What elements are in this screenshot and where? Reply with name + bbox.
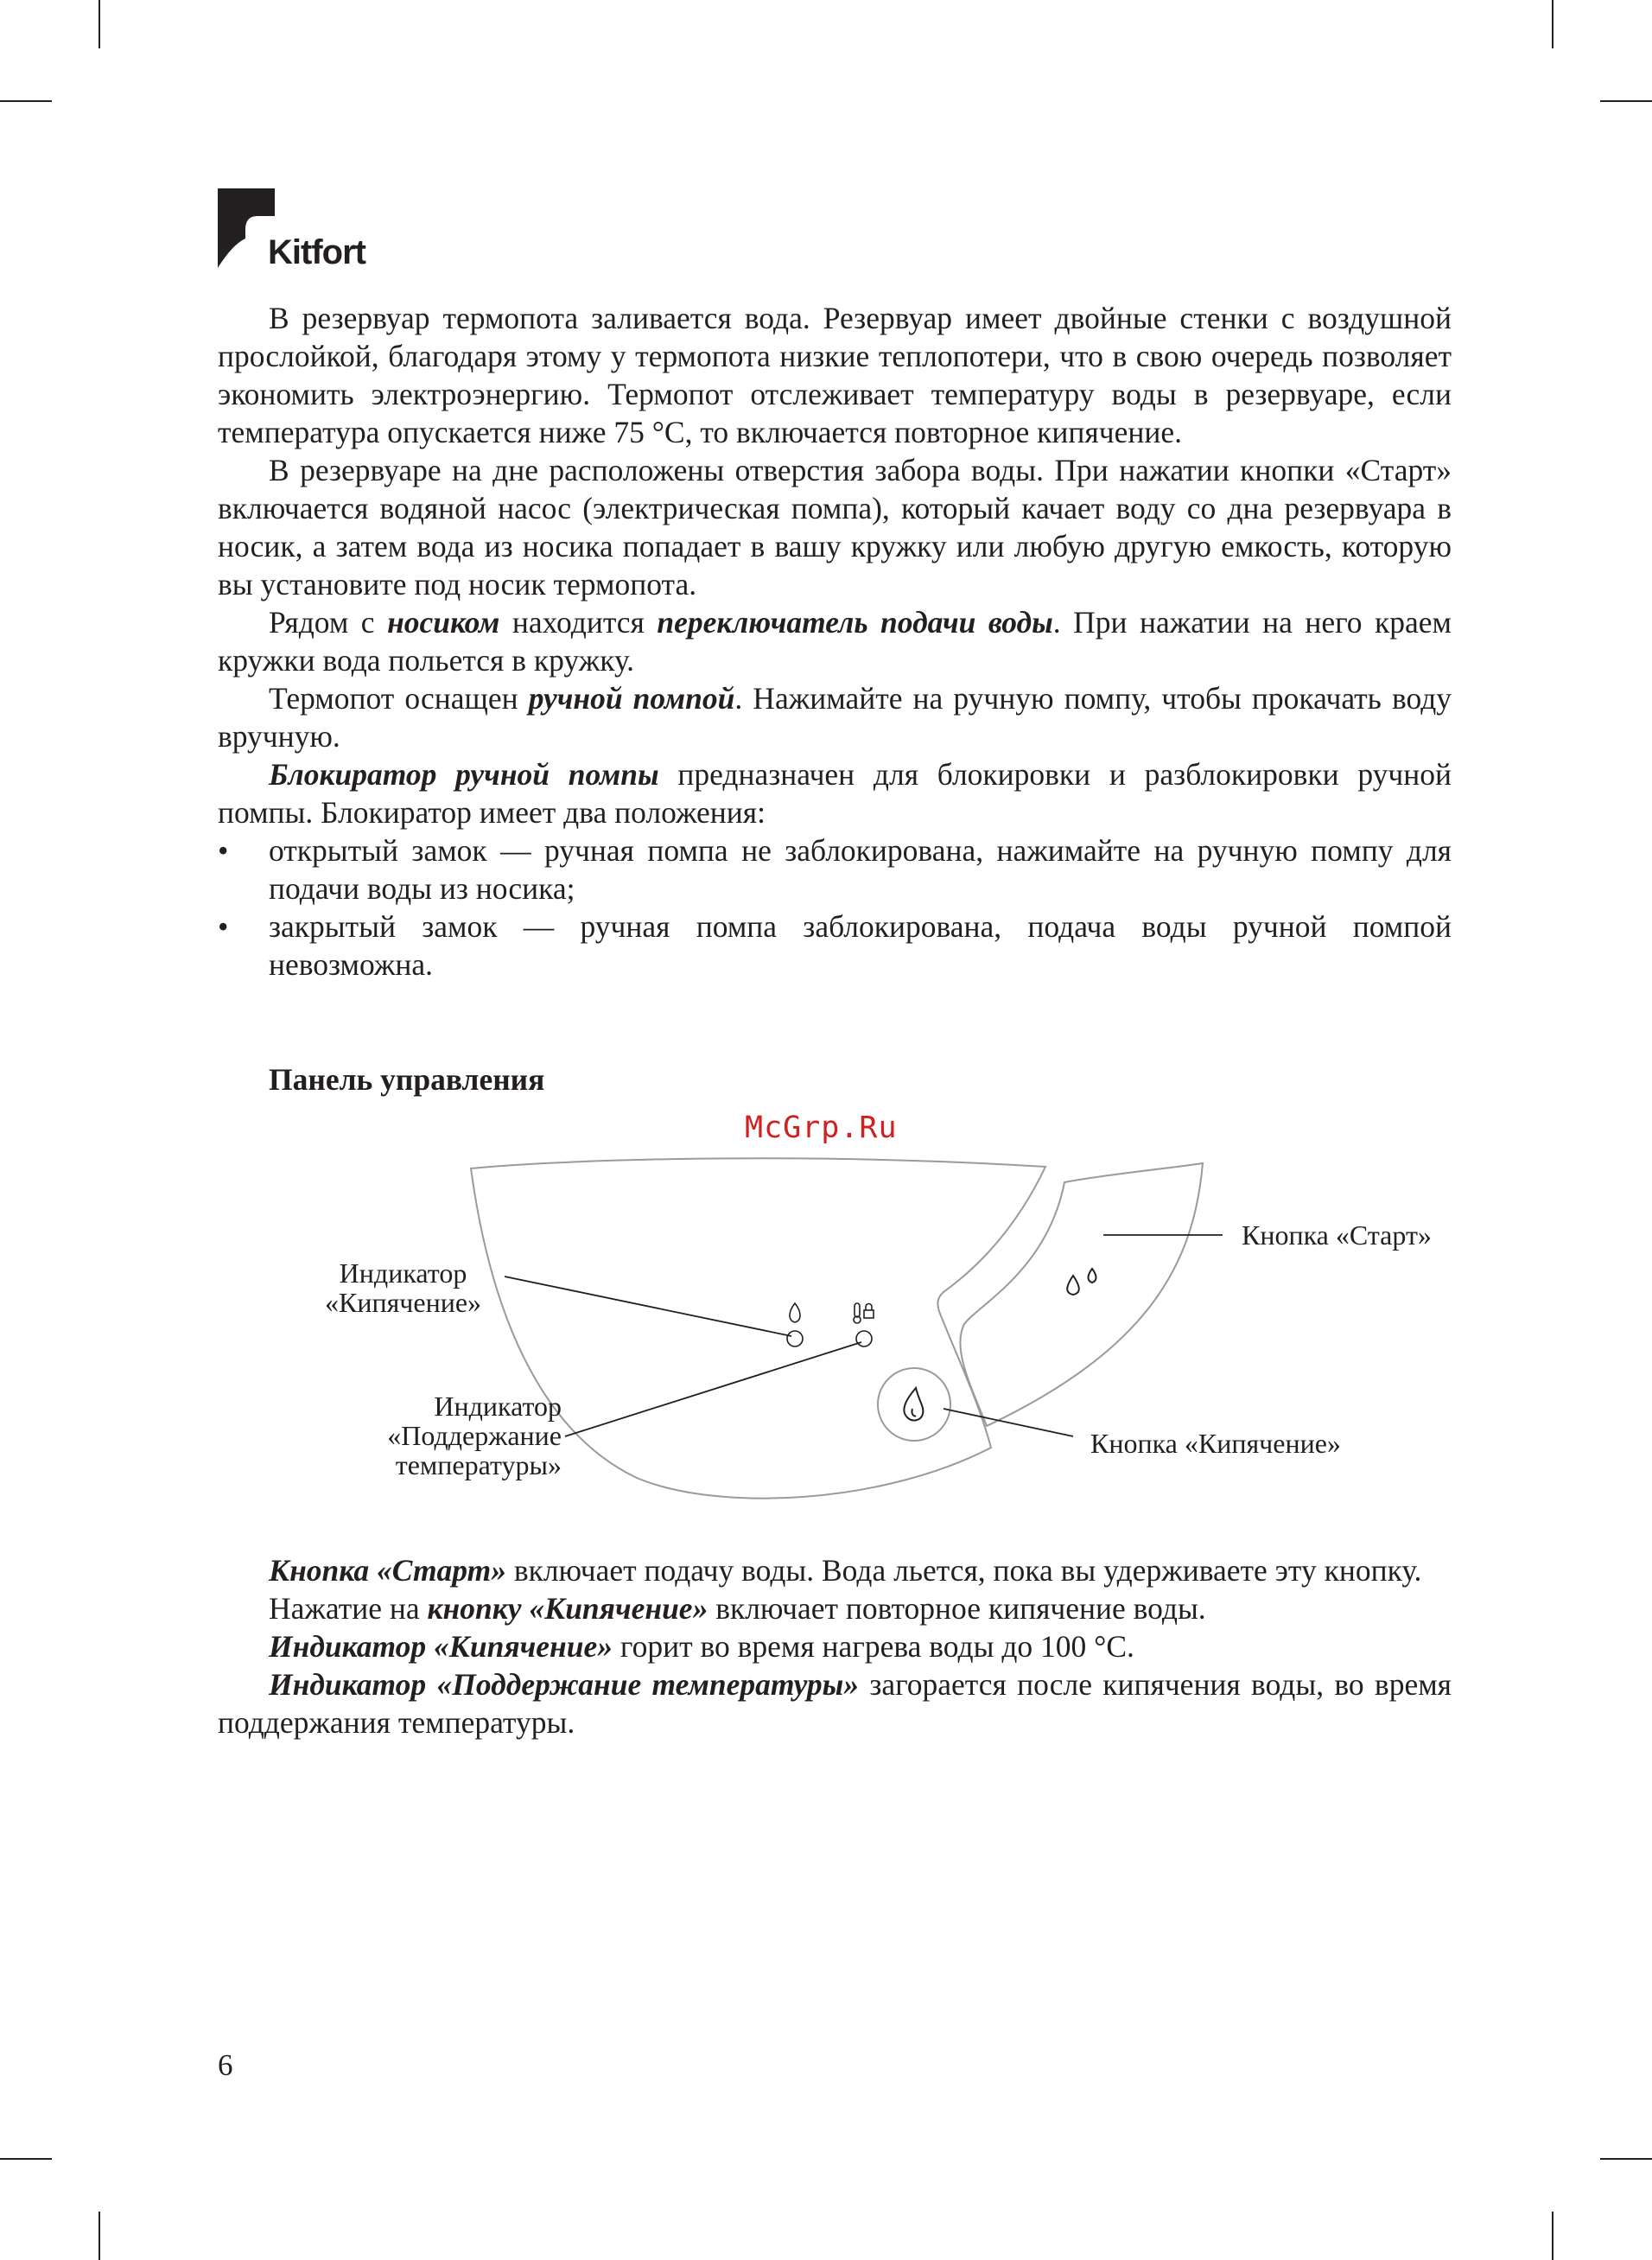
bullet-list xyxy=(218,831,1452,984)
paragraph: Нажатие на кнопку «Кипячение» включает повторное кипячение воды. xyxy=(269,1591,1206,1626)
paragraph: Блокиратор ручной помпы предназначен для блокировки и разблокировки ручной помпы. Блокиратор имеет два положения: xyxy=(218,757,1452,830)
keep-warm-indicator-light xyxy=(856,1331,872,1346)
boil-button-flame-icon xyxy=(904,1388,923,1420)
start-button-outline xyxy=(960,1163,1203,1426)
emphasis: ручной помпой xyxy=(528,681,735,716)
paragraph: Индикатор «Поддержание температуры» загорается после кипячения воды, во время поддержания температуры. xyxy=(218,1667,1452,1740)
crop-mark xyxy=(1600,100,1652,102)
boil-indicator-label: Индикатор «Кипячение» xyxy=(324,1257,482,1318)
emphasis: Индикатор «Поддержание температуры» xyxy=(269,1667,860,1702)
watermark: McGrp.Ru xyxy=(745,1111,898,1145)
water-drops-icon xyxy=(1067,1269,1096,1295)
control-panel-diagram xyxy=(218,1141,1479,1504)
crop-mark xyxy=(1552,0,1554,48)
boil-button-label: Кнопка «Кипячение» xyxy=(1090,1428,1341,1459)
leader-line xyxy=(944,1409,1073,1436)
crop-mark xyxy=(1600,2158,1652,2160)
crop-mark xyxy=(0,2158,52,2160)
crop-mark xyxy=(98,0,100,48)
boil-indicator-light xyxy=(787,1331,803,1346)
emphasis: Блокиратор ручной помпы xyxy=(269,757,659,792)
brand-name: Kitfort xyxy=(268,233,365,271)
leader-line xyxy=(505,1276,791,1336)
list-item: • закрытый замок — ручная помпа заблокирована, подача воды ручной помпой невозможна. xyxy=(218,909,1452,982)
bullet-icon: • xyxy=(218,909,229,944)
crop-mark xyxy=(1552,2212,1554,2260)
keep-warm-indicator-label: Индикатор «Поддержание температуры» xyxy=(387,1391,562,1480)
emphasis: Индикатор «Кипячение» xyxy=(269,1629,613,1664)
emphasis: кнопку «Кипячение» xyxy=(427,1591,708,1626)
paragraph: В резервуаре на дне расположены отверстия забора воды. При нажатии кнопки «Старт» включается водяной насос (электрическая помпа), который качает воду со дна резервуара в носик, а затем вода из носика попадает в вашу кружку или любую другую емкость, которую вы установите под носик термопота. xyxy=(218,453,1452,602)
section-heading: Панель управления xyxy=(269,1062,545,1097)
flame-icon xyxy=(790,1303,800,1322)
crop-mark xyxy=(98,2212,100,2260)
list-item: • открытый замок — ручная помпа не заблокирована, нажимайте на ручную помпу для подачи воды из носика; xyxy=(218,833,1452,906)
paragraph: В резервуар термопота заливается вода. Резервуар имеет двойные стенки с воздушной прослойкой, благодаря этому у термопота низкие теплопотери, что в свою очередь позволяет экономить электроэнергию. Термопот отслеживает температуру воды в резервуаре, если температура опускается ниже 75 °С, то включается повторное кипячение. xyxy=(218,301,1452,449)
emphasis: носиком xyxy=(387,605,500,640)
bullet-icon: • xyxy=(218,833,229,868)
page-number: 6 xyxy=(218,2048,233,2082)
body-text xyxy=(218,299,1452,984)
paragraph: Индикатор «Кипячение» горит во время нагрева воды до 100 °С. xyxy=(269,1629,1134,1664)
thermometer-lock-icon xyxy=(854,1303,874,1323)
emphasis: переключатель подачи воды xyxy=(657,605,1053,640)
leader-line xyxy=(565,1342,861,1436)
emphasis: Кнопка «Старт» xyxy=(269,1553,506,1588)
boil-button xyxy=(878,1368,950,1441)
paragraph: Термопот оснащен ручной помпой. Нажимайте на ручную помпу, чтобы прокачать воду вручную. xyxy=(218,681,1452,754)
start-button-label: Кнопка «Старт» xyxy=(1242,1219,1432,1251)
paragraph: Кнопка «Старт» включает подачу воды. Вода льется, пока вы удерживаете эту кнопку. xyxy=(269,1553,1422,1588)
paragraph: Рядом с носиком находится переключатель подачи воды. При нажатии на него краем кружки вода польется в кружку. xyxy=(218,605,1452,678)
crop-mark xyxy=(0,100,52,102)
descriptions xyxy=(218,1551,1452,1741)
kitfort-logo xyxy=(218,188,391,275)
